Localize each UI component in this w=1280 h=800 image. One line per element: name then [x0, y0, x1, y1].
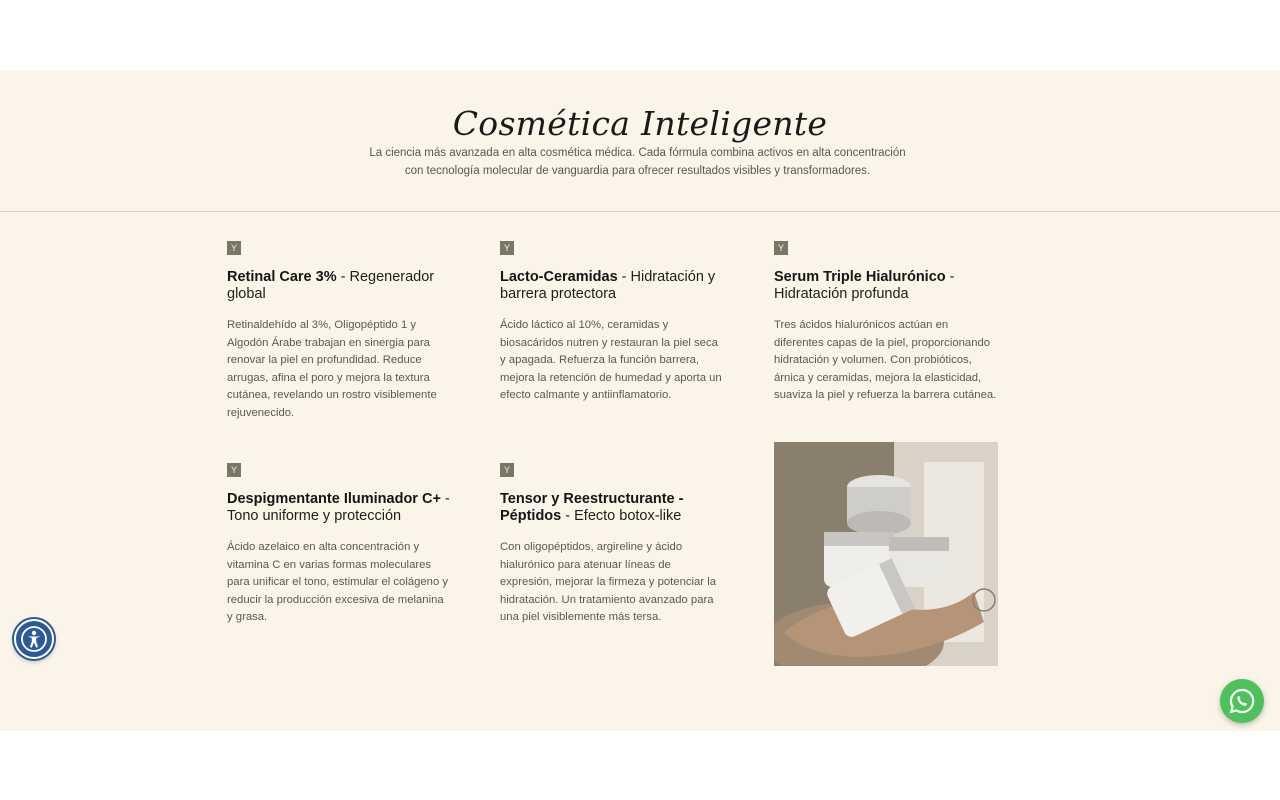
product-card-tensor-peptidos	[500, 463, 724, 627]
product-description: Tres ácidos hialurónicos actúan en diferentes capas de la piel, proporcionando hidratación y volumen. Con probióticos, árnica y ceramidas, mejora la elasticidad, suaviza la piel y refuerza la barrera cutánea.	[774, 319, 997, 401]
whatsapp-icon	[1228, 687, 1256, 715]
product-jars-image	[774, 442, 998, 666]
product-description: Retinaldehído al 3%, Oligopéptido 1 y Algodón Árabe trabajan en sinergia para renovar la piel en profundidad. Reduce arrugas, afina el poro y mejora la textura cutánea, revelando un rostro visiblemente rejuvenecido.	[227, 319, 437, 419]
product-tagline: - Hidratación y barrera protectora	[500, 269, 716, 302]
product-card-despigmentante	[227, 463, 451, 627]
product-heading	[500, 269, 724, 303]
accessibility-icon	[21, 626, 47, 652]
brand-badge-icon: Y	[227, 241, 241, 255]
product-name: Lacto-Ceramidas	[500, 269, 618, 285]
product-name: Retinal Care 3%	[227, 269, 337, 285]
section-title: Cosmética Inteligente	[452, 104, 828, 143]
section-subtitle: La ciencia más avanzada en alta cosmética médica. Cada fórmula combina activos en alta concentración con tecnología molecular de vanguardia para ofrecer resultados visibles y transformadores.	[369, 147, 906, 177]
brand-badge-icon: Y	[227, 463, 241, 477]
brand-badge-icon: Y	[500, 463, 514, 477]
section-divider	[0, 211, 1280, 212]
accessibility-button[interactable]	[14, 619, 54, 659]
brand-badge-icon: Y	[500, 241, 514, 255]
product-card-retinal	[227, 241, 451, 422]
whatsapp-button[interactable]	[1220, 679, 1264, 723]
product-tagline: - Regenerador global	[227, 269, 435, 302]
brand-badge-icon: Y	[774, 241, 788, 255]
product-name: Serum Triple Hialurónico	[774, 269, 946, 285]
product-heading	[227, 269, 451, 303]
product-description: Con oligopéptidos, argireline y ácido hialurónico para atenuar líneas de expresión, mejorar la firmeza y potenciar la hidratación. Un tratamiento avanzado para una piel visiblemente más tersa.	[500, 541, 716, 623]
product-tagline: - Efecto botox-like	[561, 508, 682, 524]
product-heading	[227, 491, 451, 525]
product-photo	[774, 442, 998, 666]
product-name: Tensor y Reestructurante - Péptidos	[500, 491, 684, 524]
product-card-serum-hialuronico	[774, 241, 998, 405]
product-card-lacto-ceramidas	[500, 241, 724, 405]
product-tagline: - Tono uniforme y protección	[227, 491, 450, 524]
product-description: Ácido azelaico en alta concentración y vitamina C en varias formas moleculares para unificar el tono, estimular el colágeno y reducir la producción excesiva de melanina y grasa.	[227, 541, 449, 623]
cosmetics-section	[0, 70, 1280, 731]
product-description: Ácido láctico al 10%, ceramidas y biosacáridos nutren y restauran la piel seca y apagada. Refuerza la función barrera, mejora la retención de humedad y aporta un efecto calmante y antiinflamatorio.	[500, 319, 722, 401]
product-heading	[774, 269, 998, 303]
product-name: Despigmentante Iluminador C+	[227, 491, 441, 507]
product-heading	[500, 491, 724, 525]
product-tagline: - Hidratación profunda	[774, 269, 955, 302]
